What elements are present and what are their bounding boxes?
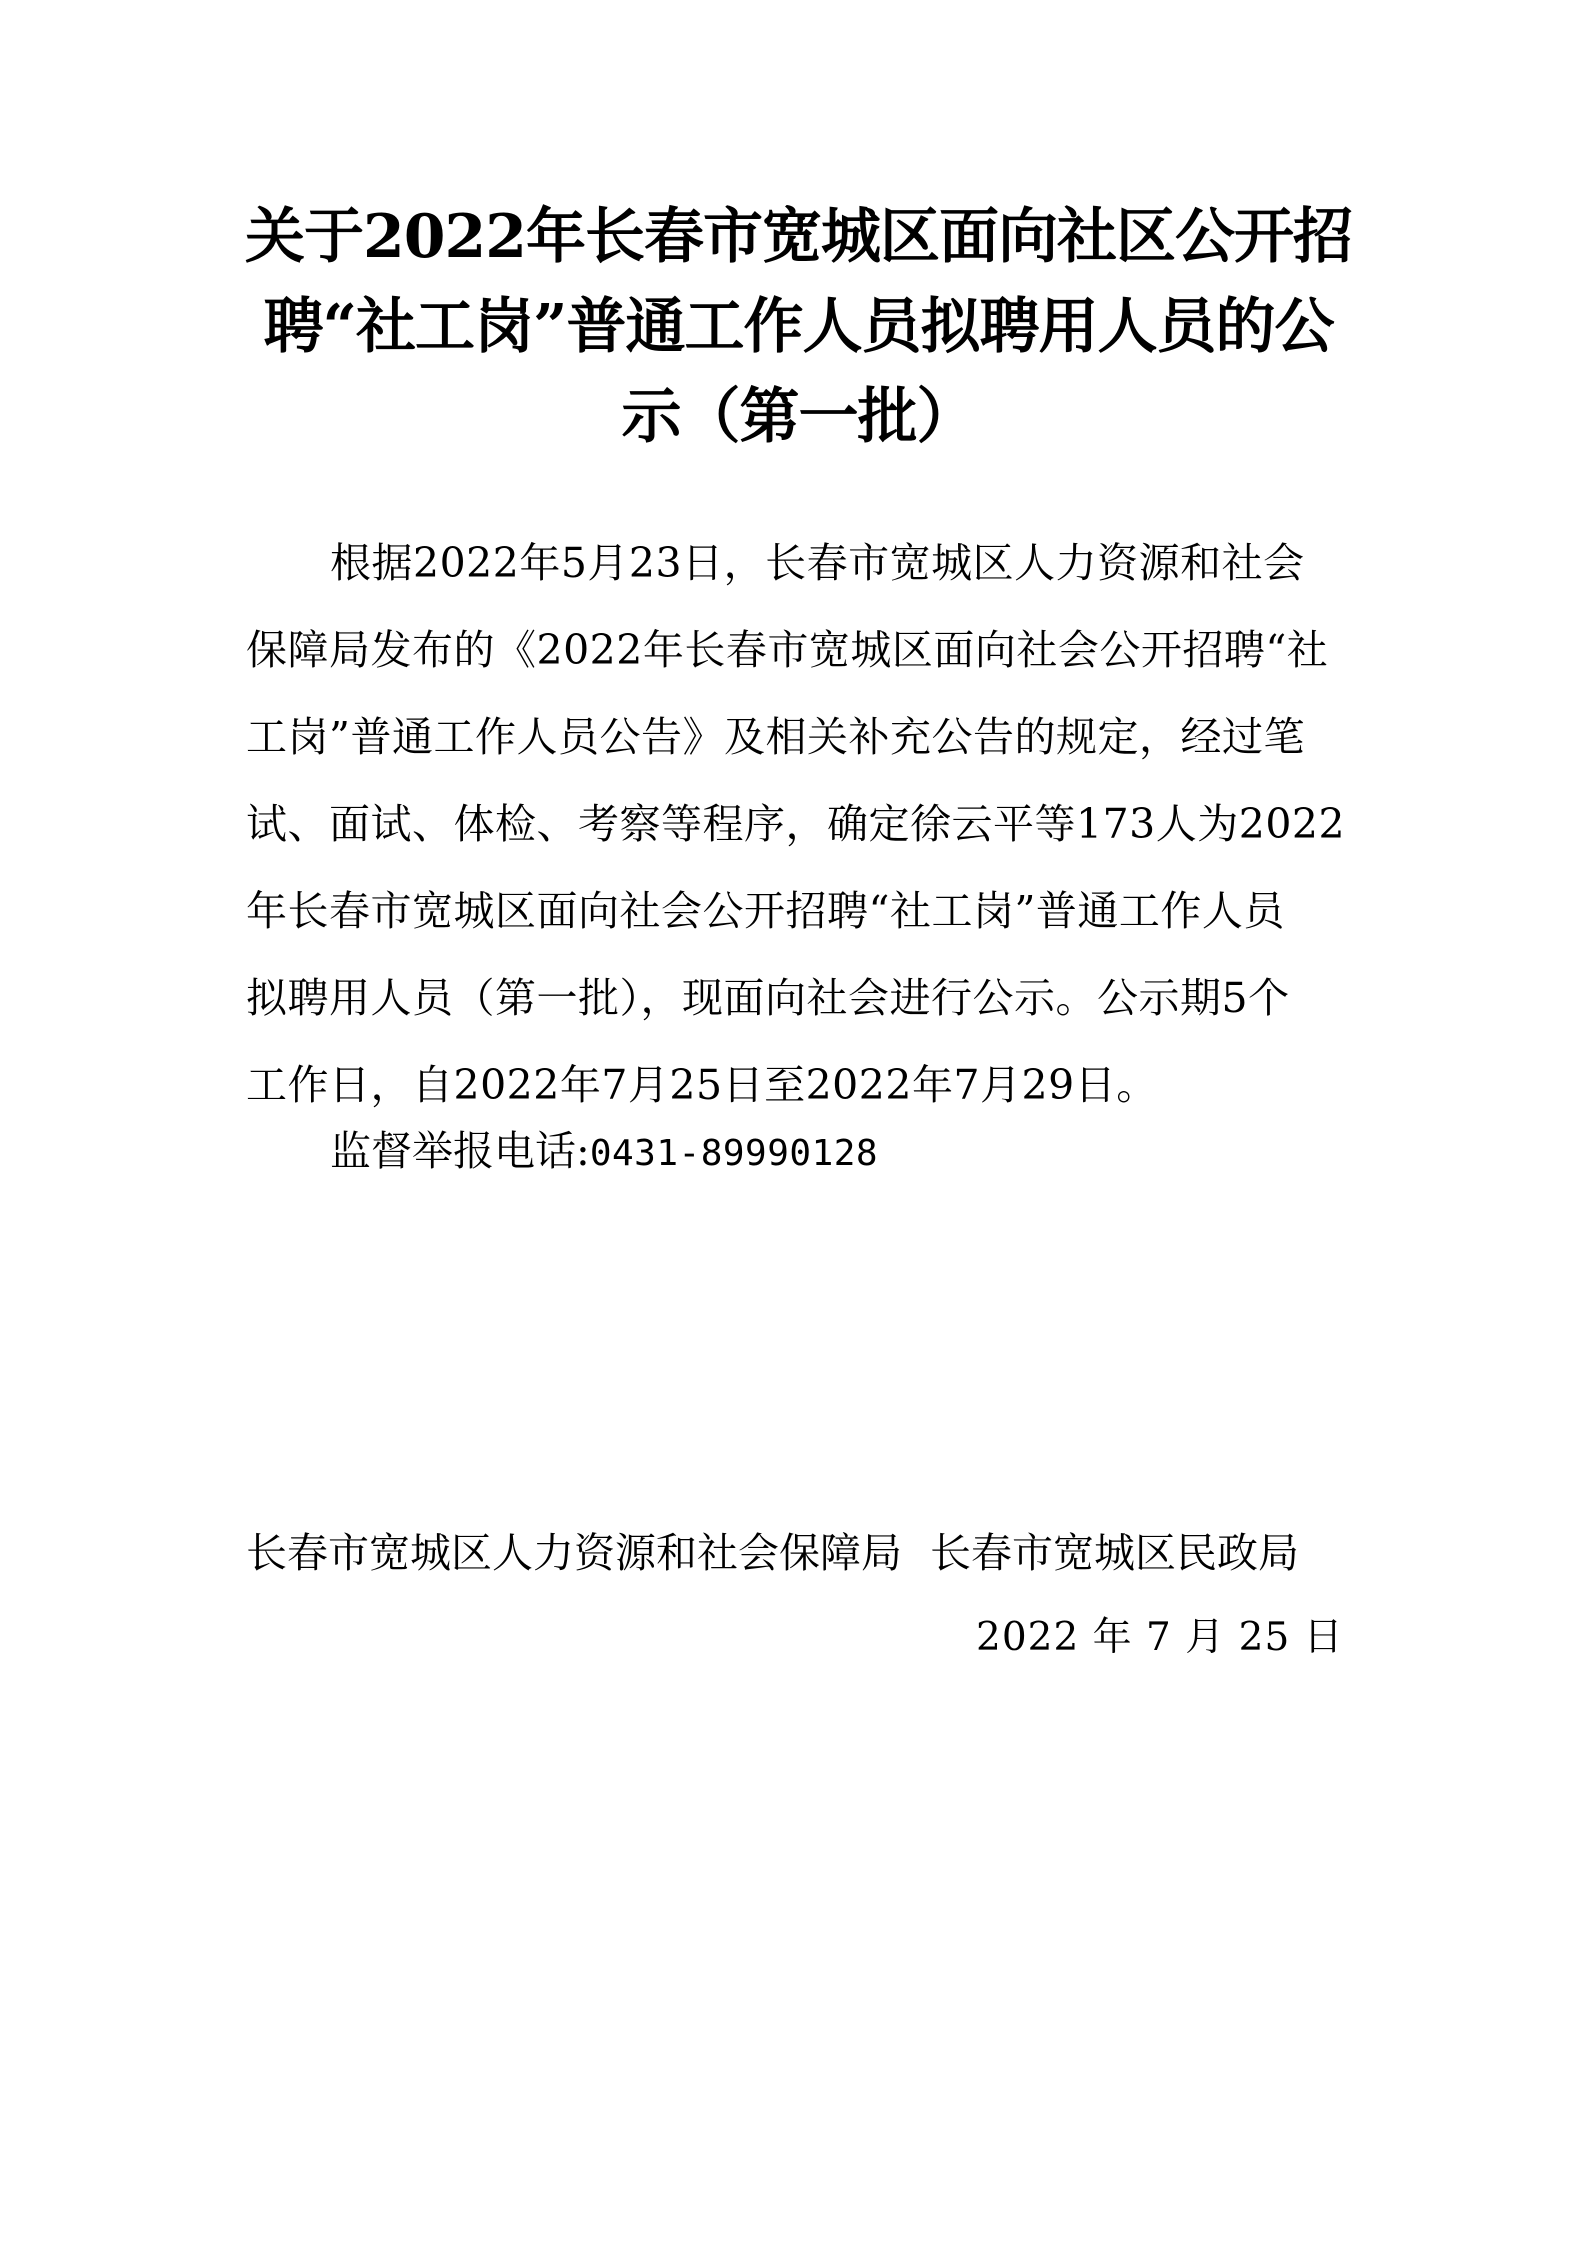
signature-org-civil-affairs: 长春市宽城区民政局 — [930, 1529, 1299, 1577]
body-line-1: 根据2022年5月23日，长春市宽城区人力资源和社会 — [330, 539, 1305, 587]
body-line-5: 年长春市宽城区面向社会公开招聘“社工岗”普通工作人员 — [246, 887, 1285, 935]
hotline-line — [330, 1108, 878, 1197]
signature-org-hrss: 长春市宽城区人力资源和社会保障局 — [246, 1529, 902, 1577]
body-paragraph — [246, 520, 1356, 1129]
body-line-7: 工作日，自2022年7月25日至2022年7月29日。 — [246, 1061, 1158, 1109]
hotline-label: 监督举报电话: — [330, 1127, 590, 1175]
body-line-4: 试、面试、体检、考察等程序，确定徐云平等173人为2022 — [246, 800, 1346, 848]
signature-date: 2022 年 7 月 25 日 — [976, 1615, 1344, 1660]
title-line-1: 关于2022年长春市宽城区面向社区公开招 — [245, 202, 1352, 272]
signature-organizations — [246, 1510, 1299, 1597]
title-line-2: 聘“社工岗”普通工作人员拟聘用人员的公 — [263, 292, 1334, 362]
title-line-3: 示（第一批） — [621, 382, 976, 452]
hotline-number: 0431-89990128 — [589, 1133, 879, 1174]
document-title — [236, 192, 1361, 462]
body-line-6: 拟聘用人员（第一批），现面向社会进行公示。公示期5个 — [246, 974, 1290, 1022]
body-line-3: 工岗”普通工作人员公告》及相关补充公告的规定，经过笔 — [246, 713, 1305, 761]
body-line-2: 保障局发布的《2022年长春市宽城区面向社会公开招聘“社 — [246, 626, 1329, 674]
